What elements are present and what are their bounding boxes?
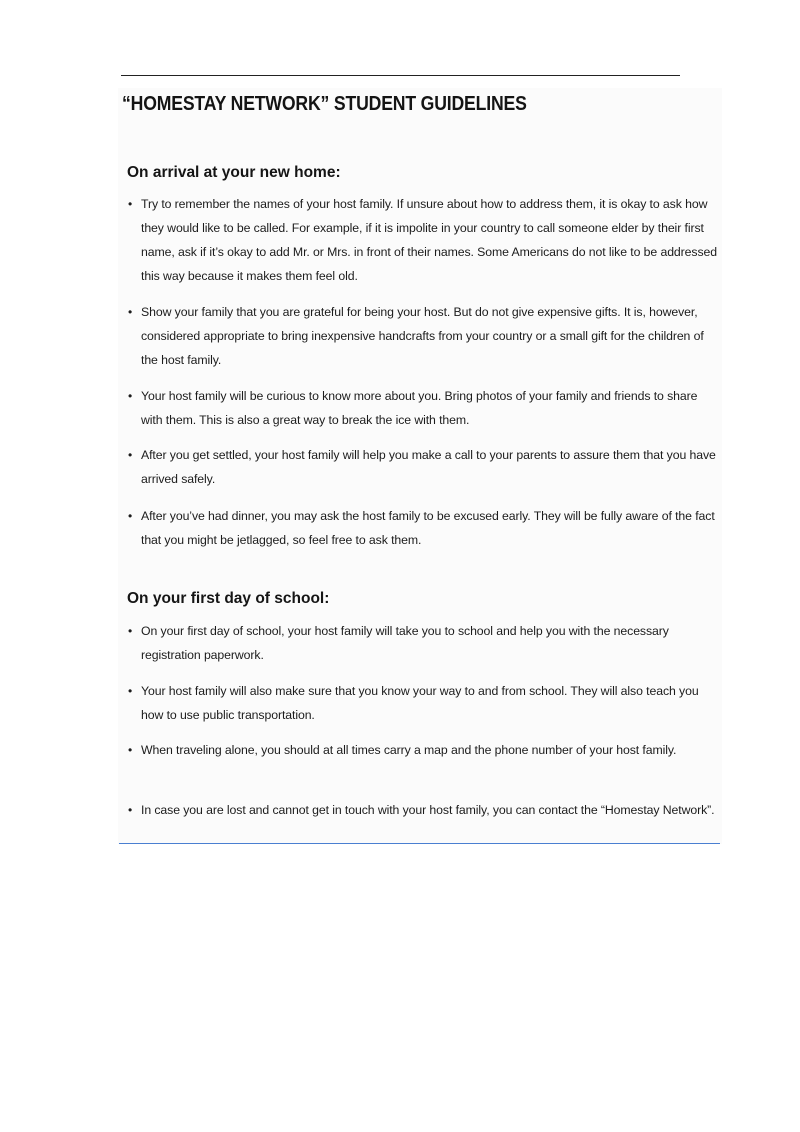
list-item: • Your host family will also make sure that you know your way to and from school. They will also teach you how to use public transportation. (127, 679, 719, 727)
list-item: • After you’ve had dinner, you may ask the host family to be excused early. They will be fully aware of the fact that you might be jetlagged, so feel free to ask them. (127, 504, 719, 552)
bottom-divider (119, 843, 720, 844)
section-heading-arrival: On arrival at your new home: (127, 164, 341, 181)
bullet-icon: • (128, 305, 133, 319)
bullet-icon: • (128, 448, 133, 462)
bullet-icon: • (128, 389, 133, 403)
document-title: “HOMESTAY NETWORK” STUDENT GUIDELINES (122, 92, 527, 115)
list-item: • Show your family that you are grateful for being your host. But do not give expensive gifts. It is, however, considered appropriate to bring inexpensive handcrafts from your country or a small gift for the children of the host family. (127, 300, 719, 372)
section-heading-first-day: On your first day of school: (127, 590, 330, 607)
list-item: • Your host family will be curious to know more about you. Bring photos of your family and friends to share with them. This is also a great way to break the ice with them. (127, 384, 719, 432)
bullet-icon: • (128, 509, 133, 523)
bullet-icon: • (128, 803, 133, 817)
bullet-icon: • (128, 624, 133, 638)
list-item: • On your first day of school, your host family will take you to school and help you with the necessary registration paperwork. (127, 619, 719, 667)
bullet-icon: • (128, 684, 133, 698)
top-divider (121, 75, 680, 76)
scanned-document (118, 88, 722, 844)
list-item: • Try to remember the names of your host family. If unsure about how to address them, it is okay to ask how they would like to be called. For example, if it is impolite in your country to call someone elder by their first name, ask if it’s okay to add Mr. or Mrs. in front of their names. Some Americans do not like to be addressed this way because it makes them feel old. (127, 192, 719, 288)
list-item: • In case you are lost and cannot get in touch with your host family, you can contact the “Homestay Network”. (127, 798, 719, 822)
list-item: • When traveling alone, you should at all times carry a map and the phone number of your host family. (127, 738, 719, 762)
bullet-icon: • (128, 197, 133, 211)
list-item: • After you get settled, your host family will help you make a call to your parents to assure them that you have arrived safely. (127, 443, 719, 491)
bullet-icon: • (128, 743, 133, 757)
